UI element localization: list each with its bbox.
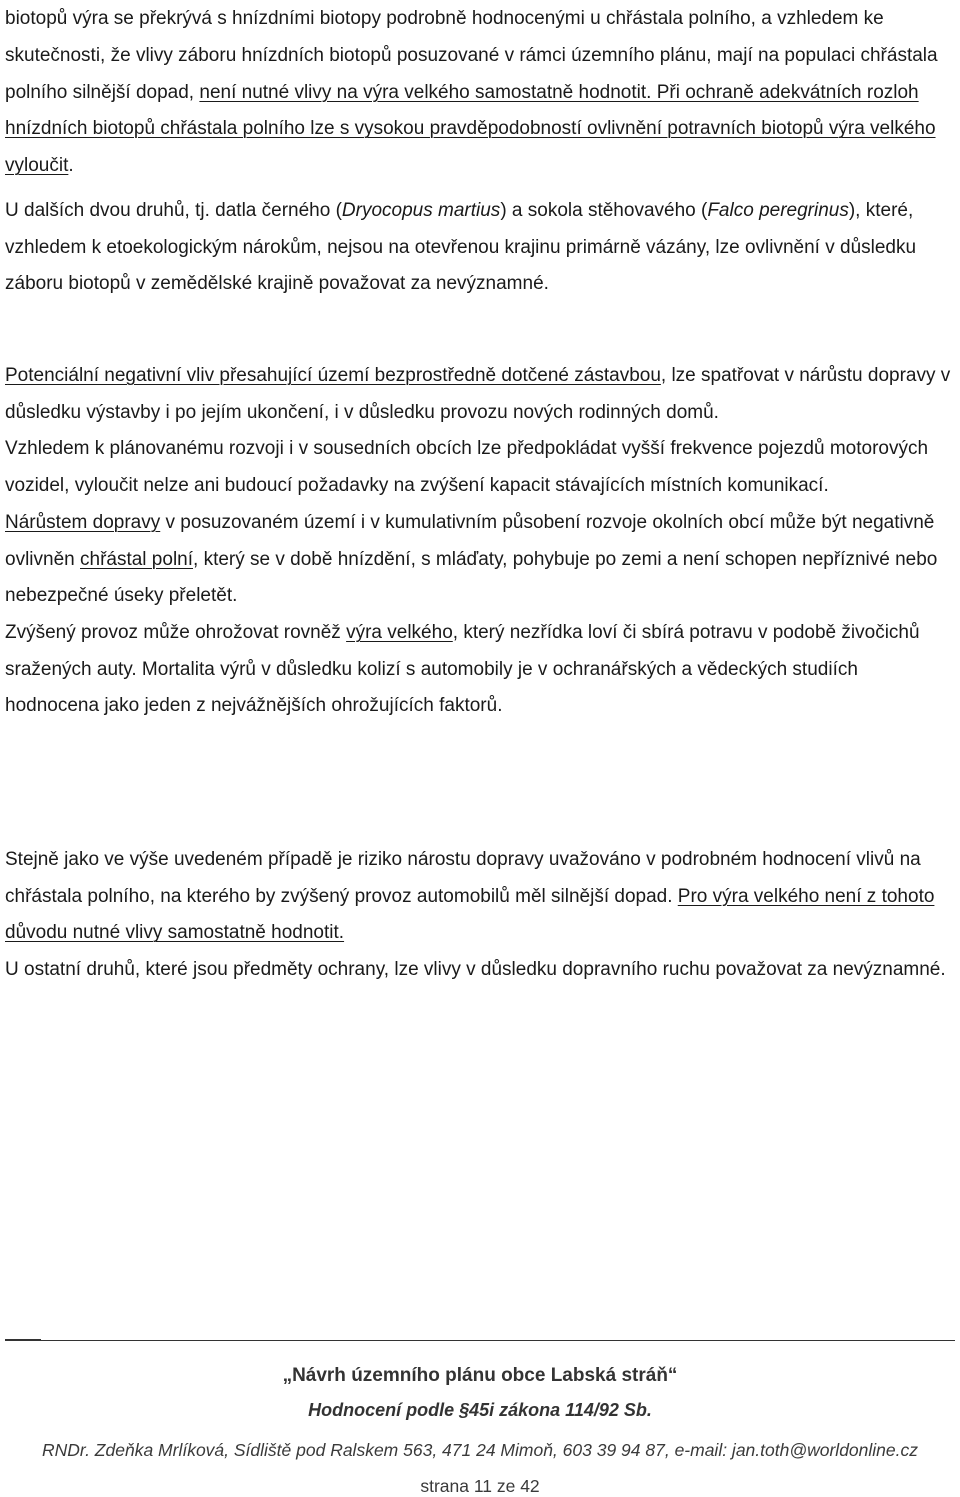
underlined-phrase: Potenciální negativní vliv přesahující území bezprostředně dotčené zástavbou xyxy=(5,365,661,386)
paragraph-other-species xyxy=(5,193,955,303)
paragraph-comparison xyxy=(5,842,955,952)
underlined-conclusion: není nutné vlivy na výra velkého samostatně hodnotit. Při ochraně adekvátních rozloh hnízdních biotopů chřástala polního lze s vysokou pravděpodobností ovlivnění potravních biotopů výra velkého vyloučit xyxy=(5,81,936,177)
text-run: , lze spatřovat v nárůstu dopravy v důsledku výstavby i po jejím ukončení, i v důsledku provozu nových rodinných domů. xyxy=(5,365,951,423)
paragraph-development: Vzhledem k plánovanému rozvoji i v sousedních obcích lze předpokládat vyšší frekvence pojezdů motorových vozidel, vyloučit nelze ani budoucí požadavky na zvýšení kapacit stávajících místních komunikací. xyxy=(5,438,929,497)
species-name-latin: Dryocopus martius xyxy=(341,200,501,221)
paragraph-owl-habitat xyxy=(5,1,955,185)
text-run: , který se v době hnízdění, s mláďaty, pohybuje po zemi a není schopen nepříznivé nebo nebezpečné úseky přeletět. xyxy=(5,548,938,607)
footer-address: RNDr. Zdeňka Mrlíková, Sídliště pod Ralskem 563, 471 24 Mimoň, 603 39 94 87, e-mail: jan.toth@worldonline.cz xyxy=(41,1440,918,1460)
text-run: ) a sokola stěhovavého ( xyxy=(500,200,708,221)
traffic-impact-section xyxy=(5,358,955,725)
text-run: , který nezřídka loví či sbírá potravu v podobě živočichů sražených auty. Mortalita výrů v důsledku kolizí s automobily je v ochranářských a vědeckých studiích hodnocena jako jeden z nejvážnějších ohrožujících faktorů. xyxy=(5,621,920,717)
text-run: biotopů výra se překrývá s hnízdními biotopy podrobně hodnocenými u chřástala polního, a vzhledem ke skutečnosti, že vlivy záboru hnízdních biotopů posuzované v rámci územního plánu, mají na populaci chřástala polního silnější dopad, xyxy=(5,8,938,103)
text-run: ), které, vzhledem k etoekologickým nárokům, nejsou na otevřenou krajinu primárně vázány, lze ovlivnění v důsledku záboru biotopů v zemědělské krajině považovat za nevýznamné. xyxy=(5,200,917,295)
text-run: U dalších dvou druhů, tj. datla černého ( xyxy=(5,200,342,221)
text-run: Zvýšený provoz může ohrožovat rovněž xyxy=(5,621,347,643)
paragraph-other-species-conclusion: U ostatní druhů, které jsou předměty ochrany, lze vlivy v důsledku dopravního ruchu považovat za nevýznamné. xyxy=(5,959,946,981)
closing-section xyxy=(5,842,955,989)
underlined-species: chřástal polní xyxy=(80,548,194,570)
species-name-latin: Falco peregrinus xyxy=(707,200,849,221)
underlined-phrase: Nárůstem dopravy xyxy=(5,511,161,533)
text-run: . xyxy=(68,155,74,177)
paragraph-traffic xyxy=(5,358,955,431)
footer-divider xyxy=(5,1340,955,1341)
text-run: Stejně jako ve výše uvedeném případě je riziko nárostu dopravy uvažováno v podrobném hodnocení vlivů na chřástala polního, na kterého by zvýšený provoz automobilů měl silnější dopad. xyxy=(5,849,921,907)
underlined-species: výra velkého xyxy=(346,621,453,643)
footer-subtitle: Hodnocení podle §45i zákona 114/92 Sb. xyxy=(308,1400,652,1420)
text-run: v posuzovaném území i v kumulativním působení rozvoje okolních obcí může být negativně ovlivněn xyxy=(5,511,935,570)
footer-title: „Návrh územního plánu obce Labská stráň“ xyxy=(282,1365,678,1386)
paragraph-corncrake xyxy=(5,505,955,615)
underlined-conclusion: Pro výra velkého není z tohoto důvodu nutné vlivy samostatně hodnotit. xyxy=(5,885,935,944)
paragraph-eagle-owl xyxy=(5,615,955,725)
page-number: strana 11 ze 42 xyxy=(420,1476,540,1496)
